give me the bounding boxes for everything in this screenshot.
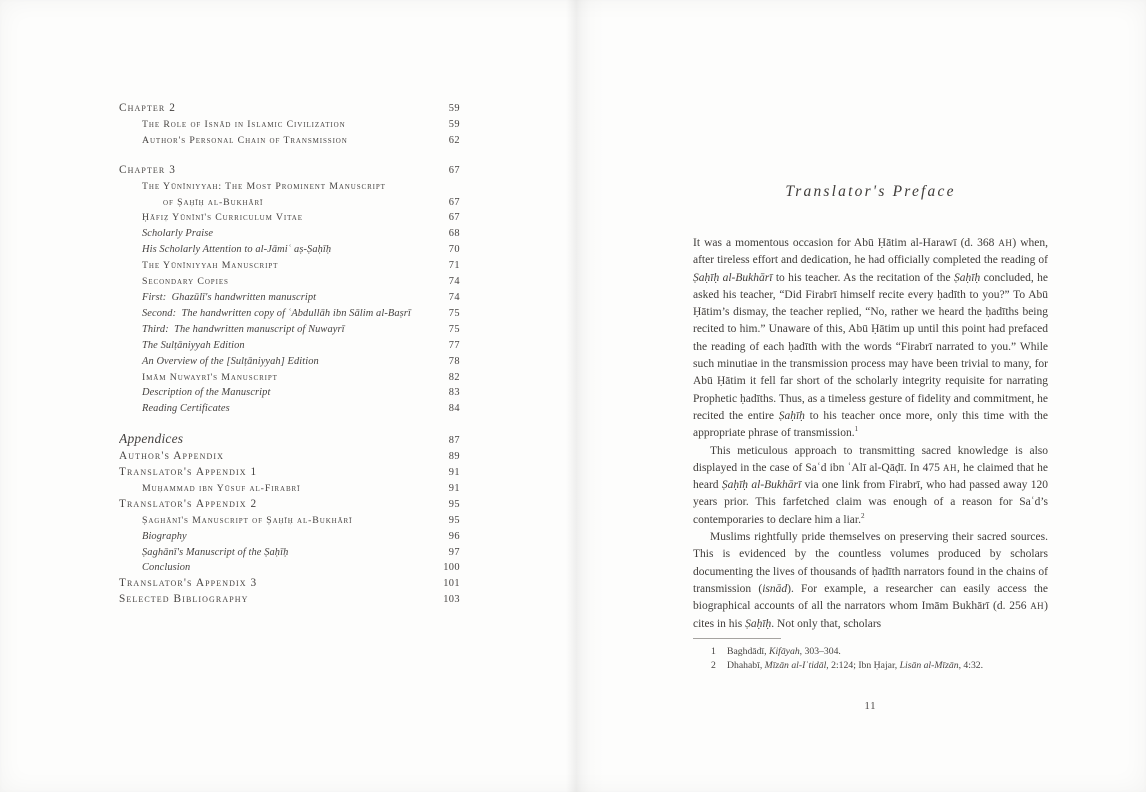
- toc-row: [119, 101, 460, 117]
- preface-body: [693, 235, 1048, 633]
- toc-row: [119, 306, 460, 322]
- toc-page-number: 67: [448, 196, 460, 208]
- toc-row: [119, 385, 460, 401]
- table-of-contents: [119, 101, 460, 608]
- footnote-text: Dhahabī, Mīzān al-Iʿtidāl, 2:124; Ibn Ḥajar, Lisān al-Mīzān, 4:32.: [727, 659, 984, 671]
- toc-entry-label: Reading Certificates: [142, 403, 230, 415]
- toc-row: [119, 497, 460, 513]
- toc-entry-label: Conclusion: [142, 562, 191, 574]
- toc-page-number: 84: [448, 403, 460, 415]
- toc-entry-label: Author's Appendix: [119, 450, 225, 463]
- toc-row: [119, 576, 460, 592]
- page-title: Translator's Preface: [785, 183, 956, 200]
- paragraph: This meticulous approach to transmitting sacred knowledge is also displayed in the case of Saʿd ibn ʿAlī al-Qāḍī. In 475 AH, he claimed that he heard Ṣaḥīḥ al-Bukhārī via one link from Firabrī, who had passed away 120 years prior. This farfetched claim was enough of a reason for Saʿd’s contemporaries to declare him a liar.$^2$: [693, 444, 1048, 526]
- toc-page-number: 68: [448, 228, 460, 240]
- toc-entry-label: Second: The handwritten copy of ʿAbdullāh ibn Sālim al-Baṣrī: [142, 307, 411, 319]
- toc-entry-label: Biography: [142, 530, 187, 542]
- toc-row: [119, 274, 460, 290]
- toc-page-number: 70: [448, 244, 460, 256]
- toc-row: [119, 322, 460, 338]
- toc-entry-label: His Scholarly Attention to al-Jāmiʿ aṣ-Ṣaḥīḥ: [142, 244, 332, 256]
- toc-page-number: 67: [448, 164, 460, 176]
- toc-page-number: 83: [448, 387, 460, 399]
- toc-entry-label: of Ṣaḥīḥ al-Bukhārī: [163, 196, 264, 208]
- toc-row: [119, 449, 460, 465]
- toc-page-number: 97: [448, 546, 460, 558]
- toc-row: [119, 290, 460, 306]
- toc-page-number: 62: [448, 134, 460, 146]
- toc-page-number: 103: [443, 594, 460, 606]
- footnote-number: 1: [711, 645, 716, 657]
- footnote-separator: [693, 638, 781, 639]
- toc-page-number: 87: [448, 435, 460, 447]
- toc-row: [119, 226, 460, 242]
- toc-page-number: 89: [448, 451, 460, 463]
- toc-row: [119, 529, 460, 545]
- toc-page-number: 71: [448, 260, 460, 272]
- toc-page-number: 96: [448, 530, 460, 542]
- toc-page-number: 91: [448, 482, 460, 494]
- toc-entry-label: Ḥāfiẓ Yūnīnī's Curriculum Vitae: [142, 212, 303, 224]
- footnote-list: [693, 645, 1048, 673]
- toc-row: [119, 354, 460, 370]
- toc-row: [119, 242, 460, 258]
- toc-entry-label: Translator's Appendix 2: [119, 497, 258, 510]
- toc-row: [119, 117, 460, 133]
- toc-entry-label: Third: The handwritten manuscript of Nuwayrī: [142, 323, 345, 335]
- toc-row: [119, 592, 460, 608]
- paragraph: It was a momentous occasion for Abū Ḥātim al-Harawī (d. 368 AH) when, after tireless effort and dedication, he had officially completed the reading of Ṣaḥīḥ al-Bukhārī to his teacher. As the recitation of the Ṣaḥīḥ concluded, he asked his teacher, “Did Firabrī himself recite every ḥadīth to you?” To Abū Ḥātim’s dismay, the teacher replied, “No, rather we heard the ḥadīths being recited to him.” Unaware of this, Abū Ḥātim up until this point had prefaced the reading of each ḥadīth with the words “Firabrī narrated to you.” While such minutiae in the transmission process may have been trivial to many, for Abū Ḥātim it fell far short of the scholarly integrity requisite for narrating Prophetic ḥadīths. Thus, as a timeless gesture of fidelity and commitment, he recited the entire Ṣaḥīḥ to his teacher once more, only this time with the appropriate phrase of transmission.$^1$: [693, 237, 1049, 440]
- toc-page-number: 82: [448, 371, 460, 383]
- footnote-text: Baghdādī, Kifāyah, 303–304.: [727, 645, 841, 657]
- toc-entry-label: Muḥammad ibn Yūsuf al-Firabrī: [142, 482, 301, 494]
- preface-text-column: [693, 182, 1048, 673]
- toc-page-number: 77: [448, 339, 460, 351]
- toc-row: [119, 258, 460, 274]
- toc-entry-label: Chapter 2: [119, 102, 177, 114]
- toc-entry-label: Chapter 3: [119, 163, 177, 176]
- toc-row: [119, 560, 460, 576]
- page-number: 11: [864, 701, 877, 712]
- footnote-row: [693, 645, 1048, 659]
- toc-row: [119, 545, 460, 561]
- toc-page-number: 75: [448, 323, 460, 335]
- toc-page-number: 100: [443, 562, 460, 574]
- toc-entry-label: Scholarly Praise: [142, 228, 214, 240]
- toc-row: [119, 195, 460, 211]
- toc-row: [119, 338, 460, 354]
- toc-page-number: 78: [448, 355, 460, 367]
- toc-page-number: 95: [448, 498, 460, 510]
- toc-page-number: 74: [448, 291, 460, 303]
- toc-entry-label: The Sulṭāniyyah Edition: [142, 339, 245, 351]
- toc-row: [119, 481, 460, 497]
- toc-row: [119, 179, 460, 195]
- toc-entry-label: Translator's Appendix 3: [119, 577, 258, 590]
- toc-page-number: 95: [448, 514, 460, 526]
- paragraph: Muslims rightfully pride themselves on preserving their sacred sources. This is evidenced by the countless volumes produced by scholars documenting the lives of thousands of ḥadīth narrators found in the chains of transmission (isnād). For example, a researcher can easily access the biographical accounts of all the narrators whom Imām Bukhārī (d. 256 AH) cites in his Ṣaḥīḥ. Not only that, scholars: [693, 531, 1048, 630]
- toc-page-number: 74: [448, 276, 460, 288]
- toc-entry-label: Secondary Copies: [142, 276, 229, 288]
- toc-row: [119, 431, 460, 449]
- page-gutter: [566, 0, 604, 792]
- toc-entry-label: The Role of Isnād in Islamic Civilization: [142, 118, 346, 130]
- toc-page-number: 75: [448, 307, 460, 319]
- toc-entry-label: Translator's Appendix 1: [119, 466, 258, 479]
- toc-row: [119, 370, 460, 386]
- toc-entry-label: Ṣaghānī's Manuscript of the Ṣaḥīḥ: [142, 546, 289, 558]
- toc-entry-label: Appendices: [119, 431, 184, 447]
- toc-row: [119, 401, 460, 417]
- toc-entry-label: Ṣaghānī's Manuscript of Ṣaḥīḥ al-Bukhārī: [142, 514, 353, 526]
- toc-entry-label: An Overview of the [Sulṭāniyyah] Edition: [142, 355, 319, 367]
- toc-row: [119, 163, 460, 179]
- toc-entry-label: First: Ghazūlī's handwritten manuscript: [142, 291, 317, 303]
- toc-page-number: 67: [448, 212, 460, 224]
- toc-page-number: 91: [448, 467, 460, 479]
- toc-row: [119, 513, 460, 529]
- footnote-number: 2: [711, 659, 716, 671]
- toc-entry-label: Selected Bibliography: [119, 593, 249, 606]
- toc-row: [119, 210, 460, 226]
- toc-row: [119, 133, 460, 149]
- toc-page-number: 101: [443, 578, 460, 590]
- footnotes: [693, 638, 1048, 673]
- toc-entry-label: Imām Nuwayrī's Manuscript: [142, 371, 278, 383]
- toc-entry-label: The Yūnīniyyah: The Most Prominent Manuscript: [142, 180, 386, 192]
- toc-page-number: 59: [448, 118, 460, 130]
- footnote-row: [693, 659, 1048, 673]
- toc-entry-label: The Yūnīniyyah Manuscript: [142, 260, 279, 272]
- toc-entry-label: Description of the Manuscript: [142, 387, 271, 399]
- toc-row: [119, 465, 460, 481]
- toc-entry-label: Author's Personal Chain of Transmission: [142, 134, 348, 146]
- toc-page-number: 59: [448, 103, 460, 114]
